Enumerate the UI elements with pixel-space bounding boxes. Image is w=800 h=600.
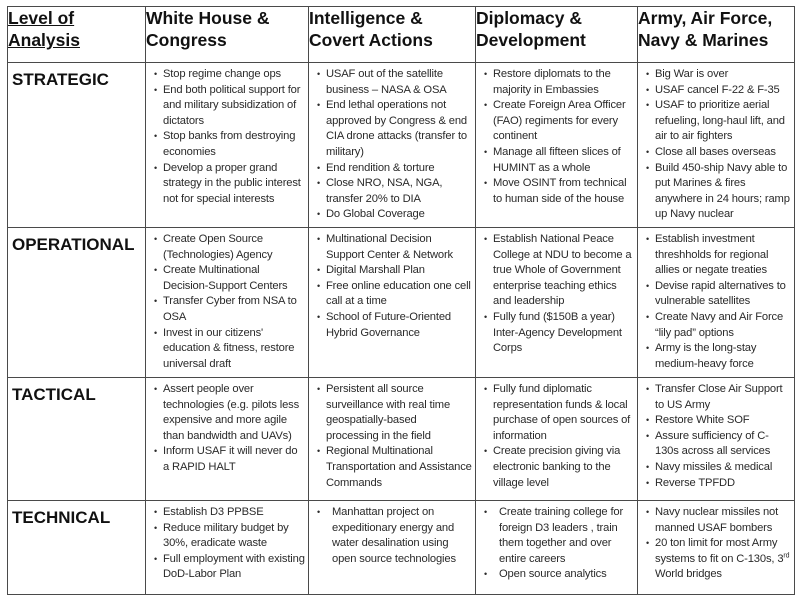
cell xyxy=(476,378,638,501)
list-item: • Devise rapid alternatives to vulnerable satellites xyxy=(646,279,791,310)
list-item: • Regional Multinational Transportation and Assistance Commands xyxy=(317,444,472,491)
header-intelligence-covert-actions: Intelligence & Covert Actions xyxy=(309,7,476,63)
row-label-technical: TECHNICAL xyxy=(8,501,146,595)
cell xyxy=(476,63,638,228)
list-item: • Fully fund diplomatic representation funds & local purchase of open sources of information xyxy=(484,382,634,444)
cell xyxy=(638,63,795,228)
header-armed-forces: Army, Air Force, Navy & Marines xyxy=(638,7,795,63)
list-item: • Navy nuclear missiles not manned USAF bombers xyxy=(646,505,791,536)
list-item: • End lethal operations not approved by Congress & end CIA drone attacks (transfer to military) xyxy=(317,98,472,160)
bullet-list xyxy=(476,63,637,207)
bullet-list xyxy=(146,501,308,583)
list-item: • Reduce military budget by 30%, eradicate waste xyxy=(154,521,305,552)
list-item: • Create Open Source (Technologies) Agency xyxy=(154,232,305,263)
cell xyxy=(146,378,309,501)
list-item: • Establish investment threshholds for regional allies or negate treaties xyxy=(646,232,791,279)
list-item: • Transfer Cyber from NSA to OSA xyxy=(154,294,305,325)
row-label-tactical: TACTICAL xyxy=(8,378,146,501)
list-item: • Manage all fifteen slices of HUMINT as a whole xyxy=(484,145,634,176)
list-item: • Develop a proper grand strategy in the public interest not for special interests xyxy=(154,161,305,208)
list-item: • Close all bases overseas xyxy=(646,145,791,161)
bullet-list xyxy=(146,378,308,476)
list-item: • Army is the long-stay medium-heavy force xyxy=(646,341,791,372)
table-row-technical xyxy=(8,501,795,595)
list-item: • End rendition & torture xyxy=(317,161,472,177)
cell xyxy=(146,228,309,378)
list-item: • Close NRO, NSA, NGA, transfer 20% to DIA xyxy=(317,176,472,207)
list-item: • Do Global Coverage xyxy=(317,207,472,223)
list-item: • Move OSINT from technical to human side of the house xyxy=(484,176,634,207)
list-item: • Establish D3 PPBSE xyxy=(154,505,305,521)
list-item: • Open source analytics xyxy=(484,567,634,583)
list-item: • Establish National Peace College at NDU to become a true Whole of Government enterprise teaching ethics and leadership xyxy=(484,232,634,310)
list-item: • Create Foreign Area Officer (FAO) regiments for every continent xyxy=(484,98,634,145)
cell xyxy=(476,501,638,595)
bullet-list xyxy=(146,228,308,372)
header-white-house-congress: White House & Congress xyxy=(146,7,309,63)
list-item: • Big War is over xyxy=(646,67,791,83)
list-item: • Free online education one cell call at a time xyxy=(317,279,472,310)
bullet-list xyxy=(638,228,794,372)
list-item: • Restore White SOF xyxy=(646,413,791,429)
list-item: • End both political support for and military subsidization of dictators xyxy=(154,83,305,130)
analysis-matrix-table xyxy=(7,6,795,595)
list-item: • Transfer Close Air Support to US Army xyxy=(646,382,791,413)
bullet-list xyxy=(638,378,794,491)
list-item: • USAF out of the satellite business – NASA & OSA xyxy=(317,67,472,98)
list-item: • Full employment with existing DoD-Labor Plan xyxy=(154,552,305,583)
list-item: • Create training college for foreign D3 leaders , train them together and over entire careers xyxy=(484,505,634,567)
list-item: • Invest in our citizens' education & fitness, restore universal draft xyxy=(154,326,305,373)
row-label-strategic: STRATEGIC xyxy=(8,63,146,228)
bullet-list xyxy=(638,63,794,223)
list-item: • Multinational Decision Support Center & Network xyxy=(317,232,472,263)
cell xyxy=(638,228,795,378)
cell xyxy=(309,378,476,501)
list-item: • Inform USAF it will never do a RAPID HALT xyxy=(154,444,305,475)
bullet-list xyxy=(309,378,475,491)
bullet-list xyxy=(476,501,637,583)
bullet-list xyxy=(309,228,475,341)
bullet-list xyxy=(146,63,308,207)
list-item: • Restore diplomats to the majority in Embassies xyxy=(484,67,634,98)
list-item: • Stop regime change ops xyxy=(154,67,305,83)
header-diplomacy-development: Diplomacy & Development xyxy=(476,7,638,63)
list-item: • School of Future-Oriented Hybrid Governance xyxy=(317,310,472,341)
table-row-tactical xyxy=(8,378,795,501)
list-item: • Reverse TPFDD xyxy=(646,476,791,492)
bullet-list xyxy=(476,228,637,357)
cell xyxy=(309,501,476,595)
cell xyxy=(309,228,476,378)
cell xyxy=(146,501,309,595)
list-item: • Digital Marshall Plan xyxy=(317,263,472,279)
cell xyxy=(146,63,309,228)
list-item: • Build 450-ship Navy able to put Marines & fires anywhere in 24 hours; ramp up Navy nuclear xyxy=(646,161,791,223)
list-item: • Create Navy and Air Force “lily pad” options xyxy=(646,310,791,341)
cell xyxy=(638,378,795,501)
list-item: • Assert people over technologies (e.g. pilots less expensive and more agile than bandwidth and UAVs) xyxy=(154,382,305,444)
cell xyxy=(309,63,476,228)
table-row-operational xyxy=(8,228,795,378)
list-item: • Navy missiles & medical xyxy=(646,460,791,476)
bullet-list xyxy=(638,501,794,583)
bullet-list xyxy=(309,63,475,223)
list-item: • 20 ton limit for most Army systems to fit on C-130s, 3rd World bridges xyxy=(646,536,791,583)
list-item: • USAF cancel F-22 & F-35 xyxy=(646,83,791,99)
list-item: • Stop banks from destroying economies xyxy=(154,129,305,160)
list-item: • USAF to prioritize aerial refueling, long-haul lift, and air to air fighters xyxy=(646,98,791,145)
bullet-list xyxy=(309,501,475,567)
table-row-strategic xyxy=(8,63,795,228)
bullet-list xyxy=(476,378,637,491)
row-label-operational: OPERATIONAL xyxy=(8,228,146,378)
header-row xyxy=(8,7,795,63)
header-level-of-analysis: Level of Analysis xyxy=(8,7,146,63)
list-item: • Create Multinational Decision-Support Centers xyxy=(154,263,305,294)
list-item: • Persistent all source surveillance with real time geospatially-based processing in the field xyxy=(317,382,472,444)
list-item: • Fully fund ($150B a year) Inter-Agency Development Corps xyxy=(484,310,634,357)
list-item: • Assure sufficiency of C-130s across all services xyxy=(646,429,791,460)
list-item: • Create precision giving via electronic banking to the village level xyxy=(484,444,634,491)
list-item: • Manhattan project on expeditionary energy and water desalination using open source technologies xyxy=(317,505,472,567)
cell xyxy=(476,228,638,378)
cell xyxy=(638,501,795,595)
